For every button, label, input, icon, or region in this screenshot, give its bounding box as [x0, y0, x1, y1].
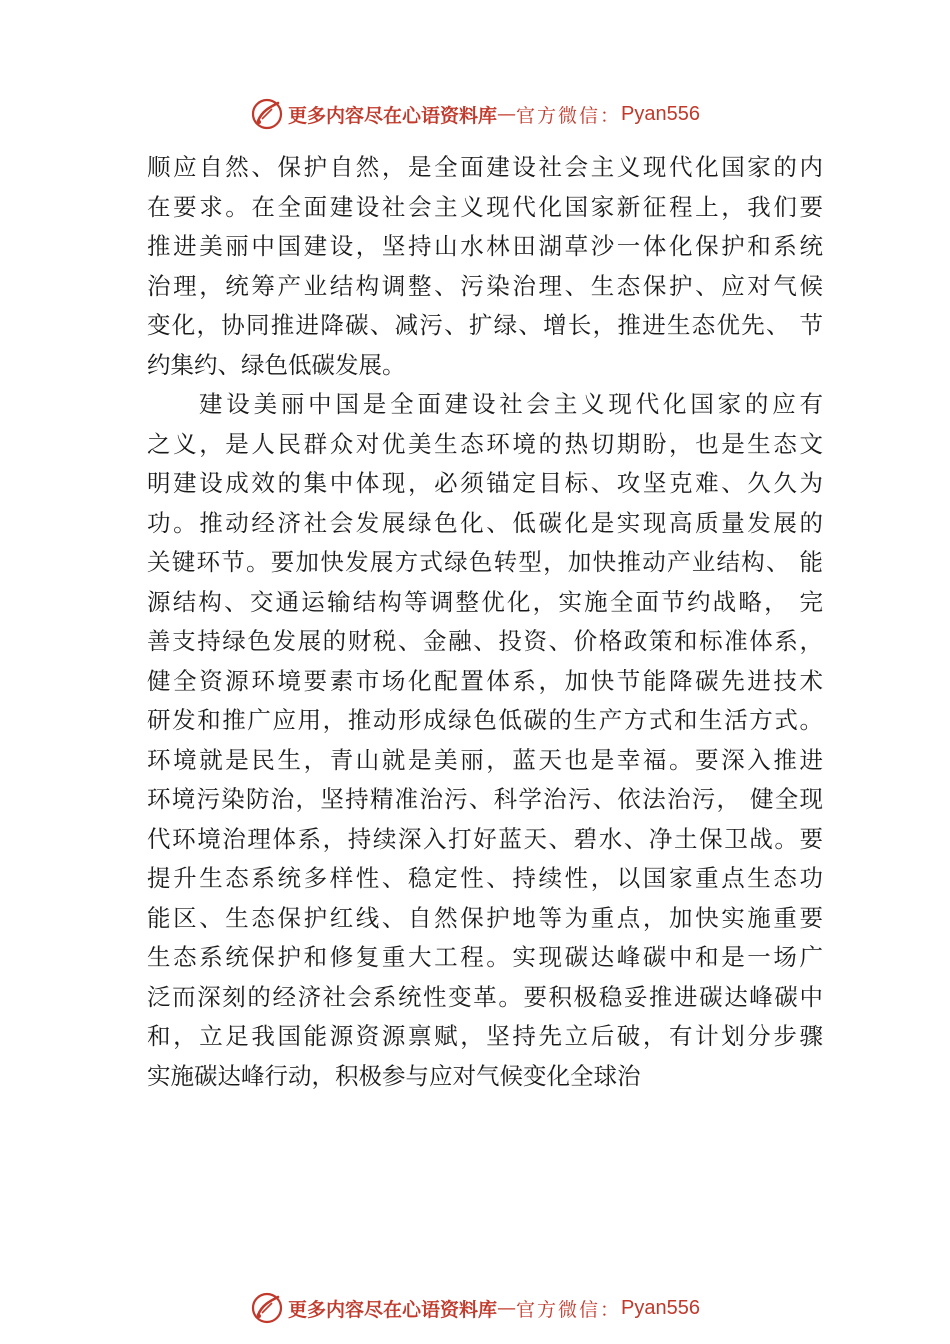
text-line: 功。推动经济社会发展绿色化、低碳化是实现高质量发展的	[147, 508, 823, 537]
text-line: 健全资源环境要素市场化配置体系，加快节能降碳先进技术	[147, 666, 823, 695]
text-line: 在要求。在全面建设社会主义现代化国家新征程上，我们要	[147, 192, 823, 221]
text-line: 环境就是民生，青山就是美丽，蓝天也是幸福。要深入推进	[147, 745, 823, 774]
document-body	[147, 148, 823, 1096]
text-line: 之义，是人民群众对优美生态环境的热切期盼，也是生态文	[147, 429, 823, 458]
text-line: 推进美丽中国建设，坚持山水林田湖草沙一体化保护和系统	[147, 232, 823, 260]
text-line: 约集约、绿色低碳发展。	[147, 350, 406, 379]
brand-logo-icon	[250, 1291, 284, 1325]
header-banner	[0, 94, 950, 134]
text-line: 实施碳达峰行动，积极参与应对气候变化全球治	[147, 1061, 641, 1090]
text-line: 代环境治理体系，持续深入打好蓝天、碧水、净土保卫战。要	[147, 824, 823, 853]
text-line: 提升生态系统多样性、稳定性、持续性，以国家重点生态功	[147, 864, 823, 892]
text-line: 善支持绿色发展的财税、金融、投资、价格政策和标准体系，	[147, 627, 823, 655]
text-line: 能区、生态保护红线、自然保护地等为重点，加快实施重要	[147, 903, 823, 932]
text-line: 建设美丽中国是全面建设社会主义现代化国家的应有	[199, 390, 823, 418]
footer-banner	[0, 1288, 950, 1328]
text-line: 和，立足我国能源资源禀赋，坚持先立后破，有计划分步骤	[147, 1022, 823, 1050]
text-line: 变化，协同推进降碳、减污、扩绿、增长，推进生态优先、 节	[147, 311, 823, 339]
text-line: 生态系统保护和修复重大工程。实现碳达峰碳中和是一场广	[147, 943, 823, 971]
text-line: 关键环节。要加快发展方式绿色转型，加快推动产业结构、 能	[147, 548, 823, 576]
footer-separator: —	[497, 1297, 517, 1319]
footer-brand: 更多内容尽在心语资料库	[288, 1298, 498, 1321]
text-line: 治理，统筹产业结构调整、污染治理、生态保护、应对气候	[147, 271, 823, 300]
header-brand: 更多内容尽在心语资料库	[288, 104, 498, 127]
text-line: 源结构、交通运输结构等调整优化，实施全面节约战略， 完	[147, 587, 823, 616]
paragraph	[147, 385, 823, 1096]
footer-wechat-label: 官方微信：	[516, 1298, 622, 1321]
text-line: 明建设成效的集中体现，必须锚定目标、攻坚克难、久久为	[147, 469, 823, 497]
text-line: 环境污染防治，坚持精准治污、科学治污、依法治污， 健全现	[147, 785, 823, 813]
text-line: 研发和推广应用，推动形成绿色低碳的生产方式和生活方式。	[147, 706, 823, 734]
header-separator: —	[497, 103, 517, 125]
brand-logo-icon	[250, 97, 284, 131]
footer-wechat-id: Pyan556	[621, 1296, 700, 1319]
header-wechat-id: Pyan556	[621, 102, 700, 125]
text-line: 泛而深刻的经济社会系统性变革。要积极稳妥推进碳达峰碳中	[147, 982, 823, 1011]
text-line: 顺应自然、保护自然，是全面建设社会主义现代化国家的内	[147, 153, 823, 181]
paragraph	[147, 148, 823, 385]
header-wechat-label: 官方微信：	[516, 104, 622, 127]
